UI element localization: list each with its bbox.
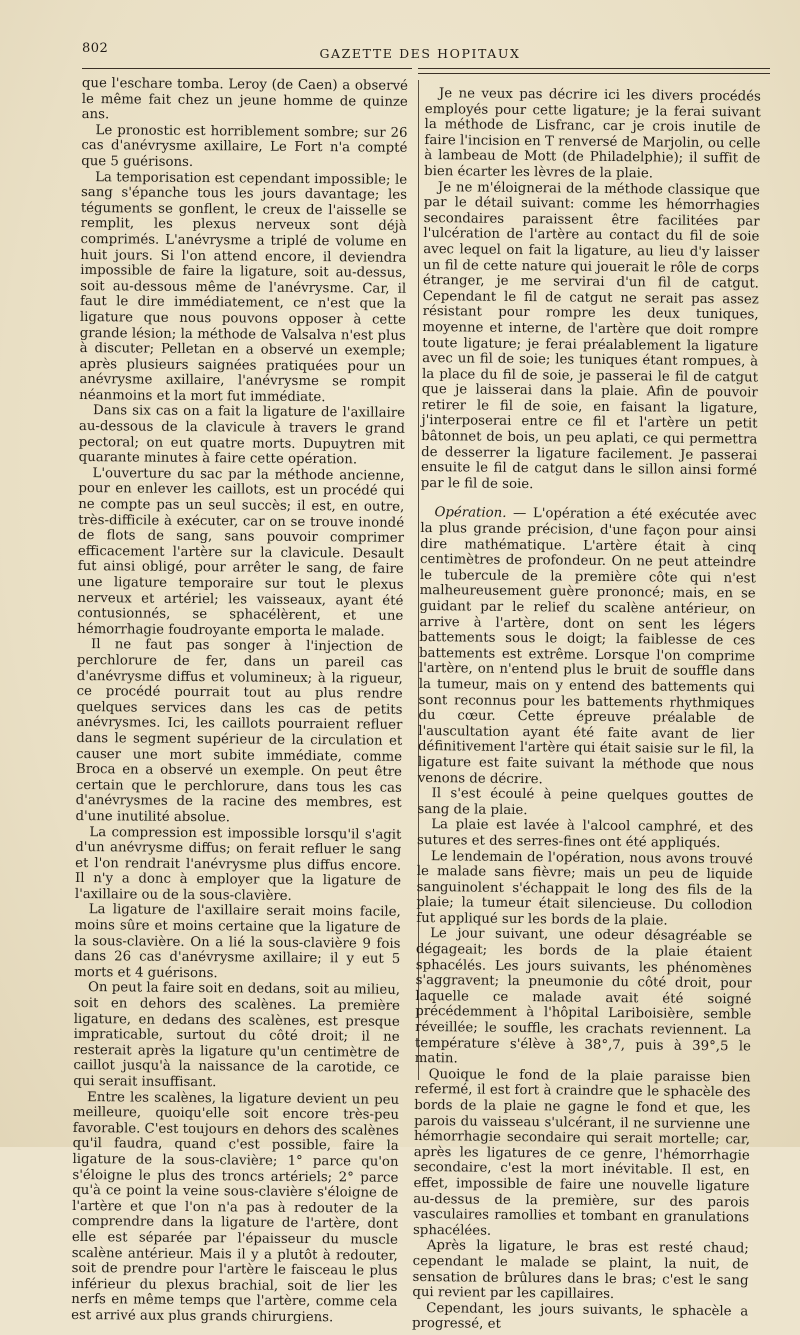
right-column bbox=[412, 86, 761, 1335]
header-rule-left bbox=[82, 68, 412, 69]
paragraph: La compression est impossible lorsqu'il s'agit d'un anévrysme diffus; on ferait refluer le sang et l'on rendrait l'anévrysme plus diffus encore. Il n'y a donc à employer que la ligature de l'axillaire ou de la sous-clavière. bbox=[74, 824, 402, 904]
paragraph: La plaie est lavée à l'alcool camphré, et des sutures et des serres-fines ont été appliqués. bbox=[417, 817, 754, 852]
paragraph-text: — L'opération a été exécutée avec la plus grande précision, d'une façon pour ainsi dire mathématique. L'artère était à cinq centimètres de profondeur. On ne peut atteindre le tubercule de la première côte qui n'est malheureusement guère prononcé; mais, en se guidant par le relief du scalène antérieur, on arrive à l'artère, dont on sent les légers battements sous le doigt; la faiblesse de ces battements est extrême. Lorsque l'on comprime l'artère, on n'entend plus le bruit de souffle dans la tumeur, mais on y entend des battements qui sont reconnus pour les battements rhythmiques du cœur. Cette épreuve préalable de l'auscultation ayant été faite avant de lier définitivement l'artère qui était saisie sur le fil, la ligature est faite suivant la méthode que nous venons de décrire. bbox=[417, 506, 757, 787]
paragraph: Dans six cas on a fait la ligature de l'axillaire au-dessous de la clavicule à travers le grand pectoral; on eut quatre morts. Dupuytren mit quarante minutes à faire cette opération. bbox=[78, 403, 406, 468]
paragraph: Il ne faut pas songer à l'injection de perchlorure de fer, dans un pareil cas d'anévrysme diffus et volumineux; à la rigueur, ce procédé pourrait tout au plus rendre quelques services dans les cas de petits anévrysmes. Ici, les caillots pourraient refluer dans le segment supérieur de la circulation et causer une mort subite immédiate, comme Broca en a observé un exemple. On peut être certain que le perchlorure, dans tous les cas d'anévrysmes de la racine des membres, est d'une inutilité absolue. bbox=[75, 637, 404, 826]
paragraph: Quoique le fond de la plaie paraisse bien refermé, il est fort à craindre que le sphacèle des bords de la plaie ne gagne le fond et que, les parois du vaisseau s'ulcérant, il ne survienne une hémorrhagie secondaire qui serait mortelle; car, après les ligatures de ce genre, l'hémorrhagie secondaire, c'est la mort inévitable. Il est, en effet, impossible de faire une nouvelle ligature au-dessus de la première, sur des parois vasculaires ramollies et tombant en granulations sphacélées. bbox=[412, 1066, 751, 1239]
running-title: GAZETTE DES HOPITAUX bbox=[319, 46, 521, 61]
paragraph: Entre les scalènes, la ligature devient un peu meilleure, quoiqu'elle soit encore très-peu favorable. C'est toujours en dehors des scalènes qu'il faudra, quand c'est possible, faire la ligature de la sous-clavière; 1° parce qu'on s'éloigne le plus des troncs artériels; 2° parce qu'à ce point la veine sous-clavière s'éloigne de l'artère et que l'on n'a pas à redouter de la comprendre dans la ligature de l'artère, dont elle est séparée par l'épaisseur du muscle scalène antérieur. Mais il y a plutôt à redouter, soit de prendre pour l'artère le faisceau le plus inférieur du plexus brachial, soit de lier les nerfs en même temps que l'artère, comme cela est arrivé aux plus grands chirurgiens. bbox=[71, 1089, 400, 1326]
paragraph: La temporisation est cependant impossible; le sang s'épanche tous les jours davantage; les téguments se gonflent, le creux de l'aisselle se remplit, les plexus nerveux sont déjà comprimés. L'anévrysme a triplé de volume en huit jours. Si l'on attend encore, il deviendra impossible de faire la ligature, soit au-dessus, soit au-dessous même de l'anévrysme. Car, il faut le dire immédiatement, ce n'est que la ligature que nous pouvons opposer à cette grande lésion; la méthode de Valsalva n'est plus à discuter; Pelletan en a observé un exemple; après plusieurs saignées pratiquées pour un anévrysme axillaire, l'anévrysme se rompit néanmoins et la mort fut immédiate. bbox=[79, 169, 408, 406]
paragraph: L'ouverture du sac par la méthode ancienne, pour en enlever les caillots, est un procédé qui ne compte pas un seul succès; il est, en outre, très-difficile à exécuter, car on se trouve inondé de flots de sang, sans pouvoir comprimer efficacement l'artère sur la clavicule. Desault fut ainsi obligé, pour arrêter le sang, de faire une ligature temporaire sur tout le plexus nerveux et artériel; les vaisseaux, ayant été contusionnés, se sphacélèrent, et une hémorrhagie foudroyante emporta le malade. bbox=[77, 465, 405, 640]
paragraph: Le pronostic est horriblement sombre; sur 26 cas d'anévrysme axillaire, Le Fort n'a compté que 5 guérisons. bbox=[81, 122, 408, 170]
paragraph: Après la ligature, le bras est resté chaud; cependant le malade se plaint, la nuit, de sensation de brûlures dans le bras; c'est le sang qui revient par les capillaires. bbox=[412, 1238, 749, 1303]
left-column bbox=[71, 76, 408, 1326]
paragraph: La ligature de l'axillaire serait moins facile, moins sûre et moins certaine que la ligature de la sous-clavière. On a lié la sous-clavière 9 fois dans 26 cas d'anévrysme axillaire; il y eut 5 morts et 4 guérisons. bbox=[74, 902, 401, 982]
paragraph: Il s'est écoulé à peine quelques gouttes de sang de la plaie. bbox=[417, 786, 754, 818]
operation-paragraph bbox=[418, 505, 757, 789]
paragraph: Le lendemain de l'opération, nous avons trouvé le malade sans fièvre; mais un peu de liquide sanguinolent s'échappait le long des fils de la plaie; la tumeur était silencieuse. Du collodion fut appliqué sur les bords de la plaie. bbox=[416, 848, 753, 929]
header-rule-right bbox=[418, 68, 770, 69]
paragraph: Je ne veux pas décrire ici les divers procédés employés pour cette ligature; je la ferai suivant la méthode de Lisfranc, car je crois inutile de faire l'incision en T renversé de Marjolin, ou celle à lambeau de Mott (de Philadelphie); il suffit de bien écarter les lèvres de la plaie. bbox=[424, 86, 761, 182]
paragraph: que l'eschare tomba. Leroy (de Caen) a observé le même fait chez un jeune homme de quinze ans. bbox=[81, 76, 408, 123]
paragraph: Je ne m'éloignerai de la méthode classique que par le détail suivant: comme les hémorrhagies secondaires paraissent être facilitées par l'ulcération de l'artère au contact du fil de soie avec lequel on fait la ligature, au lieu d'y laisser un fil de cette nature qui jouerait le rôle de corps étranger, je me servirai d'un fil de catgut. Cependant le fil de catgut ne serait pas assez résistant pour rompre les deux tuniques, moyenne et interne, de l'artère que doit rompre toute ligature; je ferai préalablement la ligature avec un fil de soie; les tuniques étant rompues, à la place du fil de soie, je passerai le fil de catgut que je laisserai dans la plaie. Afin de pouvoir retirer le fil de soie, en faisant la ligature, j'interposerai entre ce fil et l'artère un petit bâtonnet de bois, un peu aplati, ce qui permettra de desserrer la ligature facilement. Je passerai ensuite le fil de catgut dans le sillon ainsi formé par le fil de soie. bbox=[420, 179, 761, 492]
page-number: 802 bbox=[82, 41, 109, 56]
paragraph: On peut la faire soit en dedans, soit au milieu, soit en dehors des scalènes. La première ligature, en dedans des scalènes, est presque impraticable, surtout du côté droit; il ne resterait après la ligature qu'un centimètre de caillot jusqu'à la naissance de la carotide, ce qui serait insuffisant. bbox=[73, 980, 401, 1091]
paragraph: Le jour suivant, une odeur désagréable se dégageait; les bords de la plaie étaient sphacélés. Les jours suivants, les phénomènes s'aggravent; la pneumonie du côté droit, pour laquelle ce malade avait été soigné précédemment à l'hôpital Lariboisière, semble réveillée; le souffle, les crachats reviennent. La température s'élève à 38°,7, puis à 39°,5 le matin. bbox=[414, 926, 753, 1067]
paragraph: Cependant, les jours suivants, le sphacèle a progressé, et bbox=[411, 1300, 749, 1333]
header-rule-right-double bbox=[418, 73, 770, 74]
section-label: Opération. bbox=[434, 505, 507, 522]
